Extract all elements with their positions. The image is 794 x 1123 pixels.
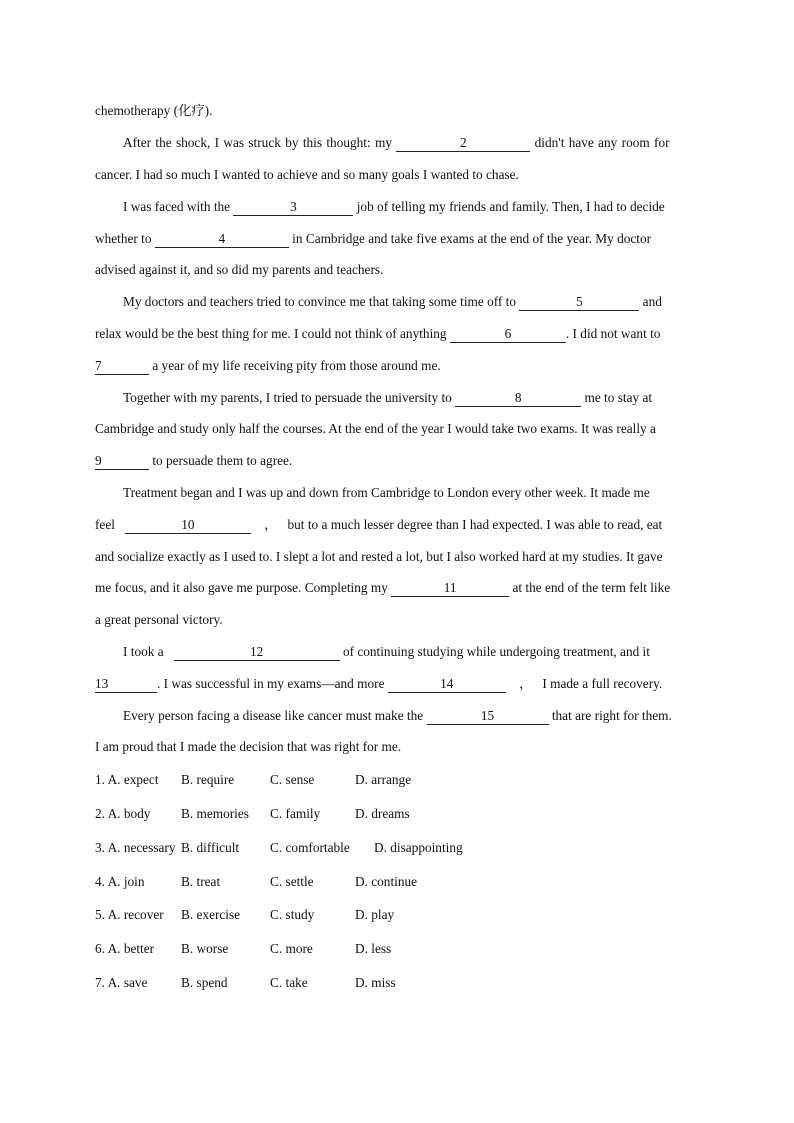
option-a: 5. A. recover: [95, 907, 164, 922]
passage-line: [95, 451, 699, 471]
passage-text: and: [642, 294, 662, 309]
option-d: D. miss: [355, 975, 396, 990]
passage-text: I was faced with the: [123, 199, 231, 214]
passage-text: job of telling my friends and family. Then, I had to decide: [356, 199, 665, 214]
passage-text: Cambridge and study only half the courses. At the end of the year I would take two exams. It was really a: [95, 421, 656, 436]
passage-line: [95, 324, 699, 344]
option-c: C. comfortable: [270, 840, 350, 855]
blank-7: 7: [95, 358, 149, 375]
option-d: D. dreams: [355, 806, 410, 821]
blank-4: 4: [155, 231, 289, 248]
option-a: 3. A. necessary: [95, 840, 176, 855]
blank-3: 3: [233, 199, 353, 216]
blank-6: 6: [450, 326, 566, 343]
option-b: B. difficult: [181, 840, 240, 855]
blank-11: 11: [391, 580, 509, 597]
option-a: 1. A. expect: [95, 772, 159, 787]
passage-line: [95, 165, 699, 185]
passage-text: whether to: [95, 231, 152, 246]
blank-15: 15: [427, 708, 549, 725]
passage-text: I am proud that I made the decision that was right for me.: [95, 739, 402, 754]
option-a: 7. A. save: [95, 975, 148, 990]
option-b: B. worse: [181, 941, 229, 956]
passage-text: I took a: [123, 644, 164, 659]
passage-text: a great personal victory.: [95, 612, 223, 627]
option-b: B. treat: [181, 874, 221, 889]
passage-line: [123, 642, 699, 662]
passage-text: chemotherapy (化疗).: [95, 103, 213, 118]
passage-line: [95, 515, 699, 535]
option-c: C. take: [270, 975, 308, 990]
option-a: 4. A. join: [95, 874, 145, 889]
passage-line: [95, 260, 699, 280]
passage-line: [123, 388, 699, 408]
passage-text: but to a much lesser degree than I had expected. I was able to read, eat: [287, 517, 663, 532]
option-c: C. family: [270, 806, 321, 821]
passage-line: [123, 133, 699, 153]
blank-13: 13: [95, 676, 157, 693]
passage-line: [95, 419, 699, 439]
passage-text: relax would be the best thing for me. I could not think of anything: [95, 326, 447, 341]
passage-text: My doctors and teachers tried to convince me that taking some time off to: [123, 294, 517, 309]
passage-line: [123, 197, 699, 217]
passage-line: [95, 674, 699, 694]
option-b: B. spend: [181, 975, 228, 990]
passage-line: [123, 483, 699, 503]
passage-text: I made a full recovery.: [542, 676, 663, 691]
option-c: C. settle: [270, 874, 314, 889]
option-c: C. sense: [270, 772, 315, 787]
passage-text: of continuing studying while undergoing treatment, and it: [342, 644, 650, 659]
blank-9: 9: [95, 453, 149, 470]
option-c: C. more: [270, 941, 313, 956]
passage-text: that are right for them.: [551, 708, 672, 723]
passage-line: [95, 578, 699, 598]
passage-line: [95, 101, 699, 121]
blank-5: 5: [519, 294, 639, 311]
blank-2: 2: [396, 135, 530, 152]
passage-line: [95, 737, 699, 757]
passage-text: and socialize exactly as I used to. I slept a lot and rested a lot, but I also worked hard at my studies. It gave: [95, 549, 663, 564]
passage-text: ，: [264, 517, 278, 532]
option-b: B. exercise: [181, 907, 241, 922]
passage-text: Treatment began and I was up and down from Cambridge to London every other week. It made me: [123, 485, 650, 500]
passage-text: cancer. I had so much I wanted to achieve and so many goals I wanted to chase.: [95, 167, 519, 182]
option-d: D. less: [355, 941, 392, 956]
blank-8: 8: [455, 390, 581, 407]
passage-line: [123, 706, 699, 726]
passage-line: [95, 229, 699, 249]
passage-line: [123, 292, 699, 312]
option-b: B. memories: [181, 806, 249, 821]
blank-10: 10: [125, 517, 251, 534]
option-d: D. continue: [355, 874, 418, 889]
passage-line: [95, 356, 699, 376]
option-c: C. study: [270, 907, 315, 922]
passage-text: . I was successful in my exams—and more: [157, 676, 385, 691]
passage-text: Together with my parents, I tried to persuade the university to: [123, 390, 452, 405]
passage-text: in Cambridge and take five exams at the end of the year. My doctor: [292, 231, 652, 246]
option-d: D. disappointing: [374, 840, 463, 855]
passage-text: to persuade them to agree.: [152, 453, 293, 468]
option-a: 2. A. body: [95, 806, 151, 821]
passage-text: . I did not want to: [565, 326, 661, 341]
passage-line: [95, 547, 699, 567]
passage-text: me focus, and it also gave me purpose. Completing my: [95, 580, 388, 595]
option-a: 6. A. better: [95, 941, 155, 956]
option-d: D. arrange: [355, 772, 412, 787]
passage-text: a year of my life receiving pity from those around me.: [152, 358, 441, 373]
option-b: B. require: [181, 772, 235, 787]
passage-line: [95, 610, 699, 630]
passage-text: me to stay at: [584, 390, 653, 405]
passage-text: feel: [95, 517, 115, 532]
blank-14: 14: [388, 676, 506, 693]
passage-text: advised against it, and so did my parents and teachers.: [95, 262, 384, 277]
passage-text: After the shock, I was struck by this thought: my: [123, 135, 392, 150]
passage-text: ，: [519, 676, 533, 691]
passage-text: Every person facing a disease like cancer must make the: [123, 708, 424, 723]
option-d: D. play: [355, 907, 395, 922]
passage-text: at the end of the term felt like: [512, 580, 671, 595]
passage-text: didn't have any room for: [534, 135, 670, 150]
blank-12: 12: [174, 644, 340, 661]
